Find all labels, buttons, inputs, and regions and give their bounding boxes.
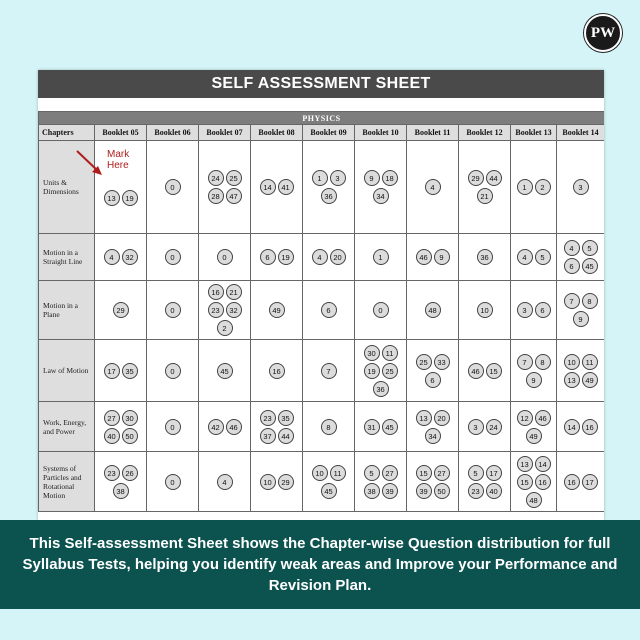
question-number-bubble: 10 (312, 465, 328, 481)
question-number-bubble: 17 (104, 363, 120, 379)
question-number-bubble: 21 (477, 188, 493, 204)
question-cell (95, 141, 147, 234)
question-number-bubble: 34 (373, 188, 389, 204)
question-number-bubble: 9 (434, 249, 450, 265)
question-number-bubble: 48 (526, 492, 542, 508)
question-cell (95, 452, 147, 512)
question-number-bubble: 8 (535, 354, 551, 370)
column-header-booklet: Booklet 10 (355, 125, 407, 141)
question-number-bubble: 40 (486, 483, 502, 499)
question-number-bubble: 6 (425, 372, 441, 388)
question-number-bubble: 46 (416, 249, 432, 265)
question-number-bubble: 3 (330, 170, 346, 186)
column-header-booklet: Booklet 06 (147, 125, 199, 141)
here-label: Here (107, 160, 129, 171)
subject-header: PHYSICS (39, 112, 605, 125)
chapter-name: Work, Energy, and Power (39, 402, 95, 452)
question-number-bubble: 29 (468, 170, 484, 186)
question-number-bubble: 47 (226, 188, 242, 204)
question-number-bubble: 7 (321, 363, 337, 379)
question-number-bubble: 21 (226, 284, 242, 300)
question-number-bubble: 0 (165, 302, 181, 318)
mark-here-annotation (107, 149, 129, 171)
chapter-name: Motion in a Straight Line (39, 234, 95, 281)
question-number-bubble: 37 (260, 428, 276, 444)
question-cell (303, 452, 355, 512)
question-number-bubble: 4 (425, 179, 441, 195)
question-number-bubble: 49 (526, 428, 542, 444)
question-number-bubble: 32 (122, 249, 138, 265)
question-cell (251, 234, 303, 281)
question-number-bubble: 45 (382, 419, 398, 435)
question-number-bubble: 13 (104, 190, 120, 206)
question-number-bubble: 3 (468, 419, 484, 435)
question-cell (251, 340, 303, 402)
question-number-bubble: 0 (165, 179, 181, 195)
question-number-bubble: 46 (226, 419, 242, 435)
question-number-bubble: 7 (517, 354, 533, 370)
question-number-bubble: 49 (582, 372, 598, 388)
column-header-booklet: Booklet 07 (199, 125, 251, 141)
question-number-bubble: 26 (122, 465, 138, 481)
question-number-bubble: 36 (321, 188, 337, 204)
question-number-bubble: 45 (321, 483, 337, 499)
question-number-bubble: 42 (208, 419, 224, 435)
question-number-bubble: 44 (486, 170, 502, 186)
table-row (39, 340, 605, 402)
question-number-bubble: 24 (208, 170, 224, 186)
question-number-bubble: 18 (382, 170, 398, 186)
question-number-bubble: 0 (165, 474, 181, 490)
question-number-bubble: 30 (364, 345, 380, 361)
column-header-booklet: Booklet 13 (511, 125, 557, 141)
question-cell (511, 281, 557, 340)
chapter-name: Systems of Particles and Rotational Motion (39, 452, 95, 512)
question-number-bubble: 23 (468, 483, 484, 499)
question-number-bubble: 10 (564, 354, 580, 370)
question-number-bubble: 38 (364, 483, 380, 499)
question-cell (95, 402, 147, 452)
question-cell (557, 234, 605, 281)
question-cell (511, 141, 557, 234)
pw-logo: PW (584, 14, 622, 52)
question-cell (459, 141, 511, 234)
table-row (39, 402, 605, 452)
question-number-bubble: 12 (517, 410, 533, 426)
question-number-bubble: 17 (582, 474, 598, 490)
question-number-bubble: 50 (434, 483, 450, 499)
question-cell (407, 402, 459, 452)
question-number-bubble: 3 (517, 302, 533, 318)
question-number-bubble: 16 (535, 474, 551, 490)
footer-text: This Self-assessment Sheet shows the Chapter-wise Question distribution for full Syllabus Tests, helping you identify weak areas and Improve your Performance and Revision Plan. (22, 535, 618, 594)
question-number-bubble: 20 (434, 410, 450, 426)
question-number-bubble: 5 (582, 240, 598, 256)
question-number-bubble: 25 (416, 354, 432, 370)
question-number-bubble: 39 (416, 483, 432, 499)
question-number-bubble: 45 (217, 363, 233, 379)
question-number-bubble: 46 (535, 410, 551, 426)
question-number-bubble: 10 (477, 302, 493, 318)
question-number-bubble: 27 (434, 465, 450, 481)
question-number-bubble: 11 (330, 465, 346, 481)
table-row (39, 452, 605, 512)
question-number-bubble: 9 (526, 372, 542, 388)
column-header-booklet: Booklet 09 (303, 125, 355, 141)
question-cell (303, 234, 355, 281)
column-header-booklet: Booklet 14 (557, 125, 605, 141)
question-cell (199, 452, 251, 512)
question-cell (407, 234, 459, 281)
question-number-bubble: 15 (416, 465, 432, 481)
arrow-icon (67, 147, 107, 187)
question-number-bubble: 9 (364, 170, 380, 186)
question-number-bubble: 16 (208, 284, 224, 300)
question-cell (147, 452, 199, 512)
question-number-bubble: 6 (260, 249, 276, 265)
question-number-bubble: 1 (312, 170, 328, 186)
question-cell (95, 340, 147, 402)
question-number-bubble: 4 (517, 249, 533, 265)
question-number-bubble: 20 (330, 249, 346, 265)
question-number-bubble: 23 (208, 302, 224, 318)
question-number-bubble: 1 (373, 249, 389, 265)
question-number-bubble: 38 (113, 483, 129, 499)
question-number-bubble: 16 (564, 474, 580, 490)
question-number-bubble: 8 (321, 419, 337, 435)
question-cell (147, 402, 199, 452)
question-number-bubble: 44 (278, 428, 294, 444)
question-number-bubble: 33 (434, 354, 450, 370)
question-number-bubble: 28 (208, 188, 224, 204)
question-number-bubble: 46 (468, 363, 484, 379)
question-cell (355, 281, 407, 340)
question-cell (459, 340, 511, 402)
question-number-bubble: 2 (535, 179, 551, 195)
question-cell (355, 340, 407, 402)
chapters-header: Chapters (39, 125, 95, 141)
question-number-bubble: 25 (382, 363, 398, 379)
question-number-bubble: 50 (122, 428, 138, 444)
column-header-booklet: Booklet 12 (459, 125, 511, 141)
mark-label: Mark (107, 149, 130, 160)
question-cell (407, 281, 459, 340)
question-number-bubble: 11 (382, 345, 398, 361)
question-cell (355, 141, 407, 234)
question-number-bubble: 27 (382, 465, 398, 481)
question-cell (199, 402, 251, 452)
question-number-bubble: 29 (278, 474, 294, 490)
question-number-bubble: 15 (486, 363, 502, 379)
question-number-bubble: 3 (573, 179, 589, 195)
question-number-bubble: 35 (278, 410, 294, 426)
question-number-bubble: 5 (468, 465, 484, 481)
question-number-bubble: 19 (364, 363, 380, 379)
question-cell (557, 141, 605, 234)
question-cell (199, 281, 251, 340)
question-cell (557, 340, 605, 402)
question-cell (511, 402, 557, 452)
question-cell (199, 234, 251, 281)
question-number-bubble: 5 (535, 249, 551, 265)
question-number-bubble: 13 (416, 410, 432, 426)
question-cell (251, 141, 303, 234)
question-cell (147, 340, 199, 402)
assessment-table (38, 111, 604, 512)
question-cell (303, 141, 355, 234)
question-number-bubble: 8 (582, 293, 598, 309)
question-cell (511, 234, 557, 281)
question-cell (511, 452, 557, 512)
question-number-bubble: 30 (122, 410, 138, 426)
question-number-bubble: 4 (312, 249, 328, 265)
question-number-bubble: 17 (486, 465, 502, 481)
question-cell (557, 281, 605, 340)
question-number-bubble: 15 (517, 474, 533, 490)
chapter-name: Units & Dimensions (39, 141, 95, 234)
question-number-bubble: 13 (517, 456, 533, 472)
question-number-bubble: 5 (364, 465, 380, 481)
question-number-bubble: 49 (269, 302, 285, 318)
question-number-bubble: 14 (564, 419, 580, 435)
question-number-bubble: 25 (226, 170, 242, 186)
question-cell (147, 281, 199, 340)
question-cell (407, 340, 459, 402)
question-number-bubble: 4 (217, 474, 233, 490)
question-number-bubble: 0 (165, 363, 181, 379)
question-number-bubble: 45 (582, 258, 598, 274)
question-number-bubble: 6 (321, 302, 337, 318)
question-cell (407, 141, 459, 234)
question-number-bubble: 13 (564, 372, 580, 388)
question-number-bubble: 6 (564, 258, 580, 274)
question-cell (511, 340, 557, 402)
chapter-name: Motion in a Plane (39, 281, 95, 340)
chapter-name: Law of Motion (39, 340, 95, 402)
column-header-booklet: Booklet 11 (407, 125, 459, 141)
table-row (39, 141, 605, 234)
table-row (39, 234, 605, 281)
question-cell (557, 452, 605, 512)
question-number-bubble: 36 (477, 249, 493, 265)
question-cell (407, 452, 459, 512)
question-number-bubble: 11 (582, 354, 598, 370)
question-number-bubble: 4 (104, 249, 120, 265)
question-number-bubble: 35 (122, 363, 138, 379)
question-cell (147, 141, 199, 234)
self-assessment-sheet (38, 70, 604, 520)
question-number-bubble: 34 (425, 428, 441, 444)
question-number-bubble: 2 (217, 320, 233, 336)
question-number-bubble: 32 (226, 302, 242, 318)
question-number-bubble: 19 (122, 190, 138, 206)
question-number-bubble: 9 (573, 311, 589, 327)
question-cell (95, 234, 147, 281)
table-row (39, 281, 605, 340)
question-number-bubble: 27 (104, 410, 120, 426)
question-cell (459, 452, 511, 512)
question-number-bubble: 29 (113, 302, 129, 318)
question-number-bubble: 4 (564, 240, 580, 256)
question-cell (557, 402, 605, 452)
question-number-bubble: 16 (582, 419, 598, 435)
question-cell (303, 340, 355, 402)
question-cell (95, 281, 147, 340)
question-cell (251, 281, 303, 340)
column-header-booklet: Booklet 08 (251, 125, 303, 141)
question-number-bubble: 48 (425, 302, 441, 318)
question-number-bubble: 0 (165, 419, 181, 435)
question-number-bubble: 14 (535, 456, 551, 472)
question-cell (199, 141, 251, 234)
question-number-bubble: 31 (364, 419, 380, 435)
sheet-title: SELF ASSESSMENT SHEET (38, 70, 604, 98)
question-number-bubble: 7 (564, 293, 580, 309)
question-number-bubble: 24 (486, 419, 502, 435)
question-cell (459, 402, 511, 452)
question-cell (251, 452, 303, 512)
question-number-bubble: 14 (260, 179, 276, 195)
question-number-bubble: 23 (260, 410, 276, 426)
question-number-bubble: 10 (260, 474, 276, 490)
question-number-bubble: 0 (217, 249, 233, 265)
question-cell (355, 402, 407, 452)
question-cell (459, 281, 511, 340)
question-number-bubble: 19 (278, 249, 294, 265)
question-number-bubble: 23 (104, 465, 120, 481)
question-cell (147, 234, 199, 281)
footer-caption (0, 520, 640, 609)
column-header-booklet: Booklet 05 (95, 125, 147, 141)
question-number-bubble: 39 (382, 483, 398, 499)
question-number-bubble: 0 (165, 249, 181, 265)
question-cell (355, 234, 407, 281)
question-number-bubble: 41 (278, 179, 294, 195)
question-cell (303, 281, 355, 340)
question-cell (459, 234, 511, 281)
question-cell (303, 402, 355, 452)
question-number-bubble: 40 (104, 428, 120, 444)
question-number-bubble: 0 (373, 302, 389, 318)
question-number-bubble: 36 (373, 381, 389, 397)
question-number-bubble: 1 (517, 179, 533, 195)
question-number-bubble: 16 (269, 363, 285, 379)
question-number-bubble: 6 (535, 302, 551, 318)
question-cell (251, 402, 303, 452)
question-cell (199, 340, 251, 402)
question-cell (355, 452, 407, 512)
